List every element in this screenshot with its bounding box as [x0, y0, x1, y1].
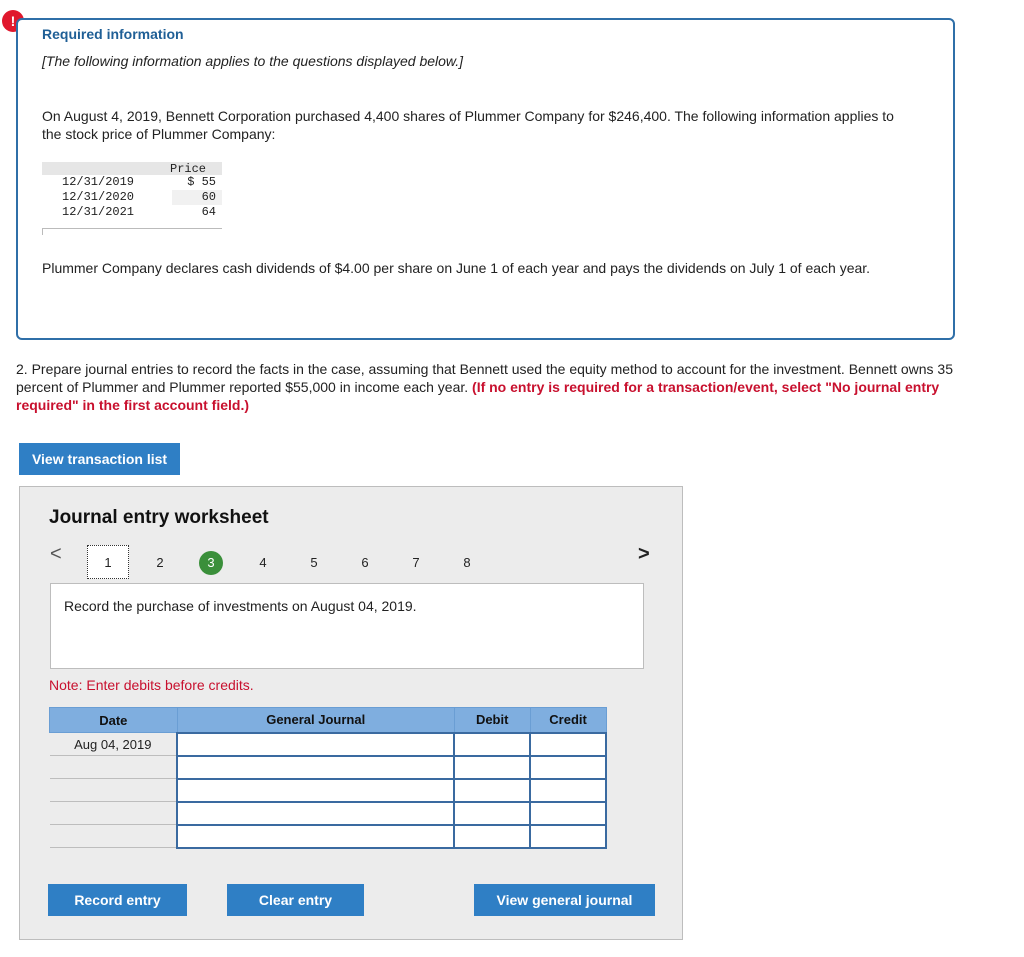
worksheet-title: Journal entry worksheet	[49, 507, 269, 528]
account-input[interactable]	[177, 825, 454, 848]
price-value: 60	[172, 190, 222, 205]
debit-column-header: Debit	[454, 708, 530, 733]
journal-row	[50, 756, 607, 779]
chevron-right-icon[interactable]: >	[638, 543, 650, 565]
step-8[interactable]: 8	[463, 555, 471, 570]
credit-input[interactable]	[530, 733, 606, 756]
journal-row	[50, 825, 607, 848]
price-table	[42, 162, 222, 235]
price-date: 12/31/2021	[62, 205, 135, 219]
date-cell	[50, 779, 178, 802]
step-2[interactable]: 2	[156, 555, 164, 570]
question-body: 2. Prepare journal entries to record the facts in the case, assuming that Bennett used the equity method to account for the investment. Bennett owns 35 percent of Plummer and Plummer reported $55,000 in income each year.	[16, 361, 953, 395]
journal-table	[49, 707, 607, 849]
price-row	[42, 205, 222, 220]
debit-input[interactable]	[454, 825, 530, 848]
record-entry-button[interactable]: Record entry	[48, 884, 187, 916]
date-cell: Aug 04, 2019	[50, 733, 178, 756]
date-cell	[50, 756, 178, 779]
credit-input[interactable]	[530, 779, 606, 802]
required-info-title: Required information	[42, 26, 184, 42]
price-date: 12/31/2020	[62, 190, 135, 204]
debit-input[interactable]	[454, 779, 530, 802]
question-text	[16, 360, 976, 414]
price-date: 12/31/2019	[62, 175, 135, 189]
journal-header-row	[50, 708, 607, 733]
required-info-subtitle: [The following information applies to the questions displayed below.]	[42, 53, 464, 69]
journal-row	[50, 802, 607, 825]
date-cell	[50, 802, 178, 825]
instruction-box	[50, 583, 644, 669]
dividends-text: Plummer Company declares cash dividends of $4.00 per share on June 1 of each year and pays the dividends on July 1 of each year.	[42, 260, 871, 276]
intro-text: On August 4, 2019, Bennett Corporation purchased 4,400 shares of Plummer Company for $246,400. The following information applies to the stock price of Plummer Company:	[42, 108, 894, 142]
chevron-left-icon[interactable]: <	[50, 543, 62, 565]
account-input[interactable]	[177, 802, 454, 825]
credit-column-header: Credit	[530, 708, 606, 733]
instruction-text: Record the purchase of investments on August 04, 2019.	[64, 598, 417, 614]
note-text: Note: Enter debits before credits.	[49, 677, 254, 693]
debit-input[interactable]	[454, 802, 530, 825]
debit-input[interactable]	[454, 756, 530, 779]
step-4[interactable]: 4	[259, 555, 267, 570]
clear-entry-button[interactable]: Clear entry	[227, 884, 364, 916]
price-row	[42, 175, 222, 190]
view-general-journal-button[interactable]: View general journal	[474, 884, 655, 916]
debit-input[interactable]	[454, 733, 530, 756]
price-row	[42, 190, 222, 205]
view-transaction-list-button[interactable]: View transaction list	[19, 443, 180, 475]
step-6[interactable]: 6	[361, 555, 369, 570]
step-3[interactable]: 3	[199, 551, 223, 575]
general-journal-column-header: General Journal	[177, 708, 454, 733]
step-7[interactable]: 7	[412, 555, 420, 570]
alert-icon: !	[2, 10, 24, 32]
date-column-header: Date	[50, 708, 178, 733]
credit-input[interactable]	[530, 802, 606, 825]
account-input[interactable]	[177, 756, 454, 779]
price-value: 64	[201, 205, 216, 219]
price-header: Price	[170, 162, 207, 176]
table-divider	[42, 228, 222, 235]
price-value: $ 55	[187, 175, 216, 189]
step-1[interactable]: 1	[87, 545, 129, 579]
account-input[interactable]	[177, 779, 454, 802]
journal-row	[50, 779, 607, 802]
account-input[interactable]	[177, 733, 454, 756]
credit-input[interactable]	[530, 756, 606, 779]
journal-row	[50, 733, 607, 756]
date-cell	[50, 825, 178, 848]
journal-entry-worksheet	[19, 486, 683, 940]
credit-input[interactable]	[530, 825, 606, 848]
question-instruction: (If no entry is required for a transaction/event, select "No journal entry required" in the first account field.)	[16, 379, 940, 413]
step-5[interactable]: 5	[310, 555, 318, 570]
